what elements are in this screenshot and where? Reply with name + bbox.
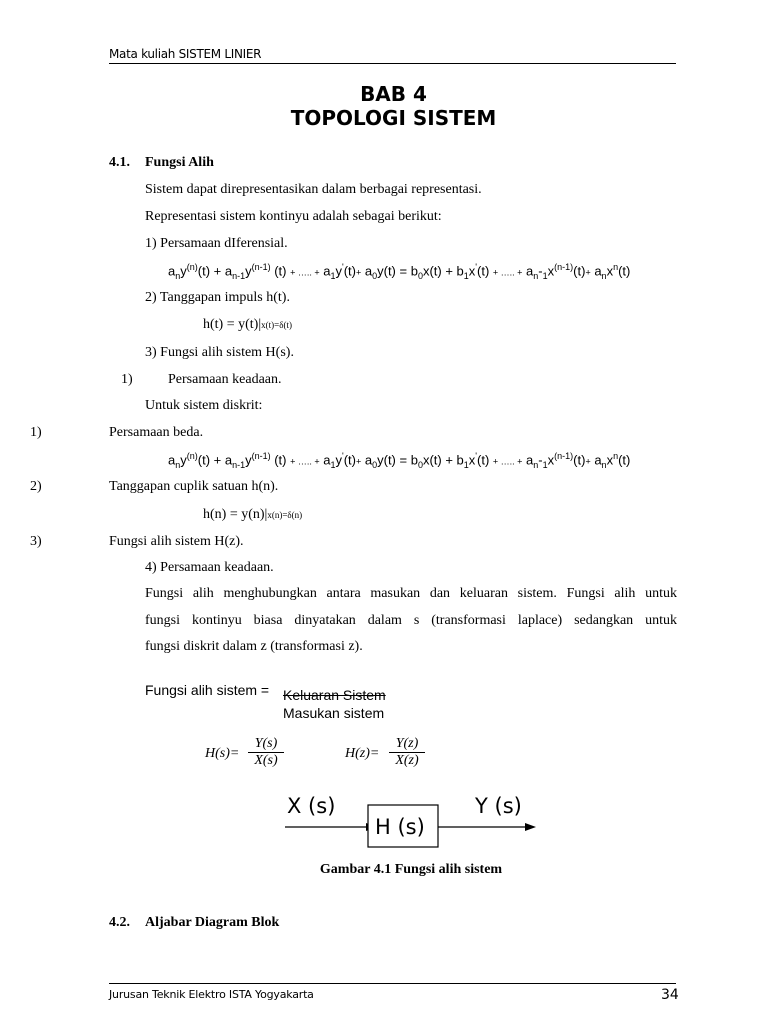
tf-label: Fungsi alih sistem = [145,682,270,698]
list-item: 3) Fungsi alih sistem H(s). [145,345,294,360]
list-item: Persamaan keadaan. [168,372,282,387]
hs-fraction [248,736,284,769]
section-number: 4.2. [109,915,130,930]
block-label: H (s) [375,815,425,839]
footer-rule [109,983,676,984]
list-number: 1) [121,372,133,387]
running-header: Mata kuliah SISTEM LINIER [109,47,262,61]
tf-numerator: Keluaran Sistem [283,687,386,703]
header-rule [109,63,676,64]
difference-equation: $a_ny^{(n)}(t) + a_{n-1}y^{(n-1)}$ (t) + ….. + $a_1y'(t)+ a_0y(t) = b_0x(t) + b_1x'(t)$ + ….. + $a_n-_1x^{(n-1)}(t)+ a_nx^n(t)$ [168,451,631,470]
page-number: 34 [661,987,679,1003]
chapter-number: BAB 4 [360,82,427,106]
list-number: 2) [30,479,42,494]
hs-denominator: X(s) [254,753,278,768]
paragraph: Representasi sistem kontinyu adalah sebagai berikut: [145,209,442,224]
paragraph: Sistem dapat direpresentasikan dalam berbagai representasi. [145,182,482,197]
footer-institution: Jurusan Teknik Elektro ISTA Yogyakarta [109,988,314,1001]
section-heading: Fungsi Alih [145,155,214,170]
list-item: 2) Tanggapan impuls h(t). [145,290,290,305]
list-number: 3) [30,534,42,549]
hs-numerator: Y(s) [254,736,278,751]
list-item: Fungsi alih sistem H(z). [109,534,244,549]
list-item: Tanggapan cuplik satuan h(n). [109,479,279,494]
section-number: 4.1. [109,155,130,170]
chapter-title: TOPOLOGI SISTEM [290,106,497,130]
hz-denominator: X(z) [395,753,419,768]
hz-fraction [389,736,425,769]
tf-denominator: Masukan sistem [283,705,385,721]
paragraph-line: fungsi diskrit dalam z (transformasi z). [145,639,363,654]
hs-lhs: H(s)= [205,746,240,761]
hz-lhs: H(z)= [345,746,380,761]
transfer-function-paragraph [145,581,677,661]
impulse-equation: h(t) = y(t)|x(t)=δ(t) [203,317,292,332]
output-signal-label: Y (s) [475,794,522,818]
list-item: Persamaan beda. [109,425,204,440]
input-signal-label: X (s) [287,794,336,818]
hz-numerator: Y(z) [395,736,419,751]
differential-equation: $a_ny^{(n)}(t) + a_{n-1}y^{(n-1)}$ (t) + ….. + $a_1y'(t)+ a_0y(t) = b_0x(t) + b_1x'(t)$ + ….. + $a_n-_1x^{(n-1)}(t)+ a_nx^n(t)$ [168,262,631,281]
paragraph: Untuk sistem diskrit: [145,398,263,413]
paragraph-line: Fungsi alih menghubungkan antara masukan dan keluaran sistem. Fungsi alih untuk [145,586,677,601]
sample-equation: h(n) = y(n)|x(n)=δ(n) [203,507,303,522]
section-heading: Aljabar Diagram Blok [145,915,280,930]
list-item: 1) Persamaan dIferensial. [145,236,288,251]
list-item: 4) Persamaan keadaan. [145,560,274,575]
figure-caption: Gambar 4.1 Fungsi alih sistem [319,862,503,877]
paragraph-line: fungsi kontinyu biasa dinyatakan dalam s (transformasi laplace) sedangkan untuk [145,612,677,628]
output-arrow-head [525,823,536,831]
list-number: 1) [30,425,42,440]
